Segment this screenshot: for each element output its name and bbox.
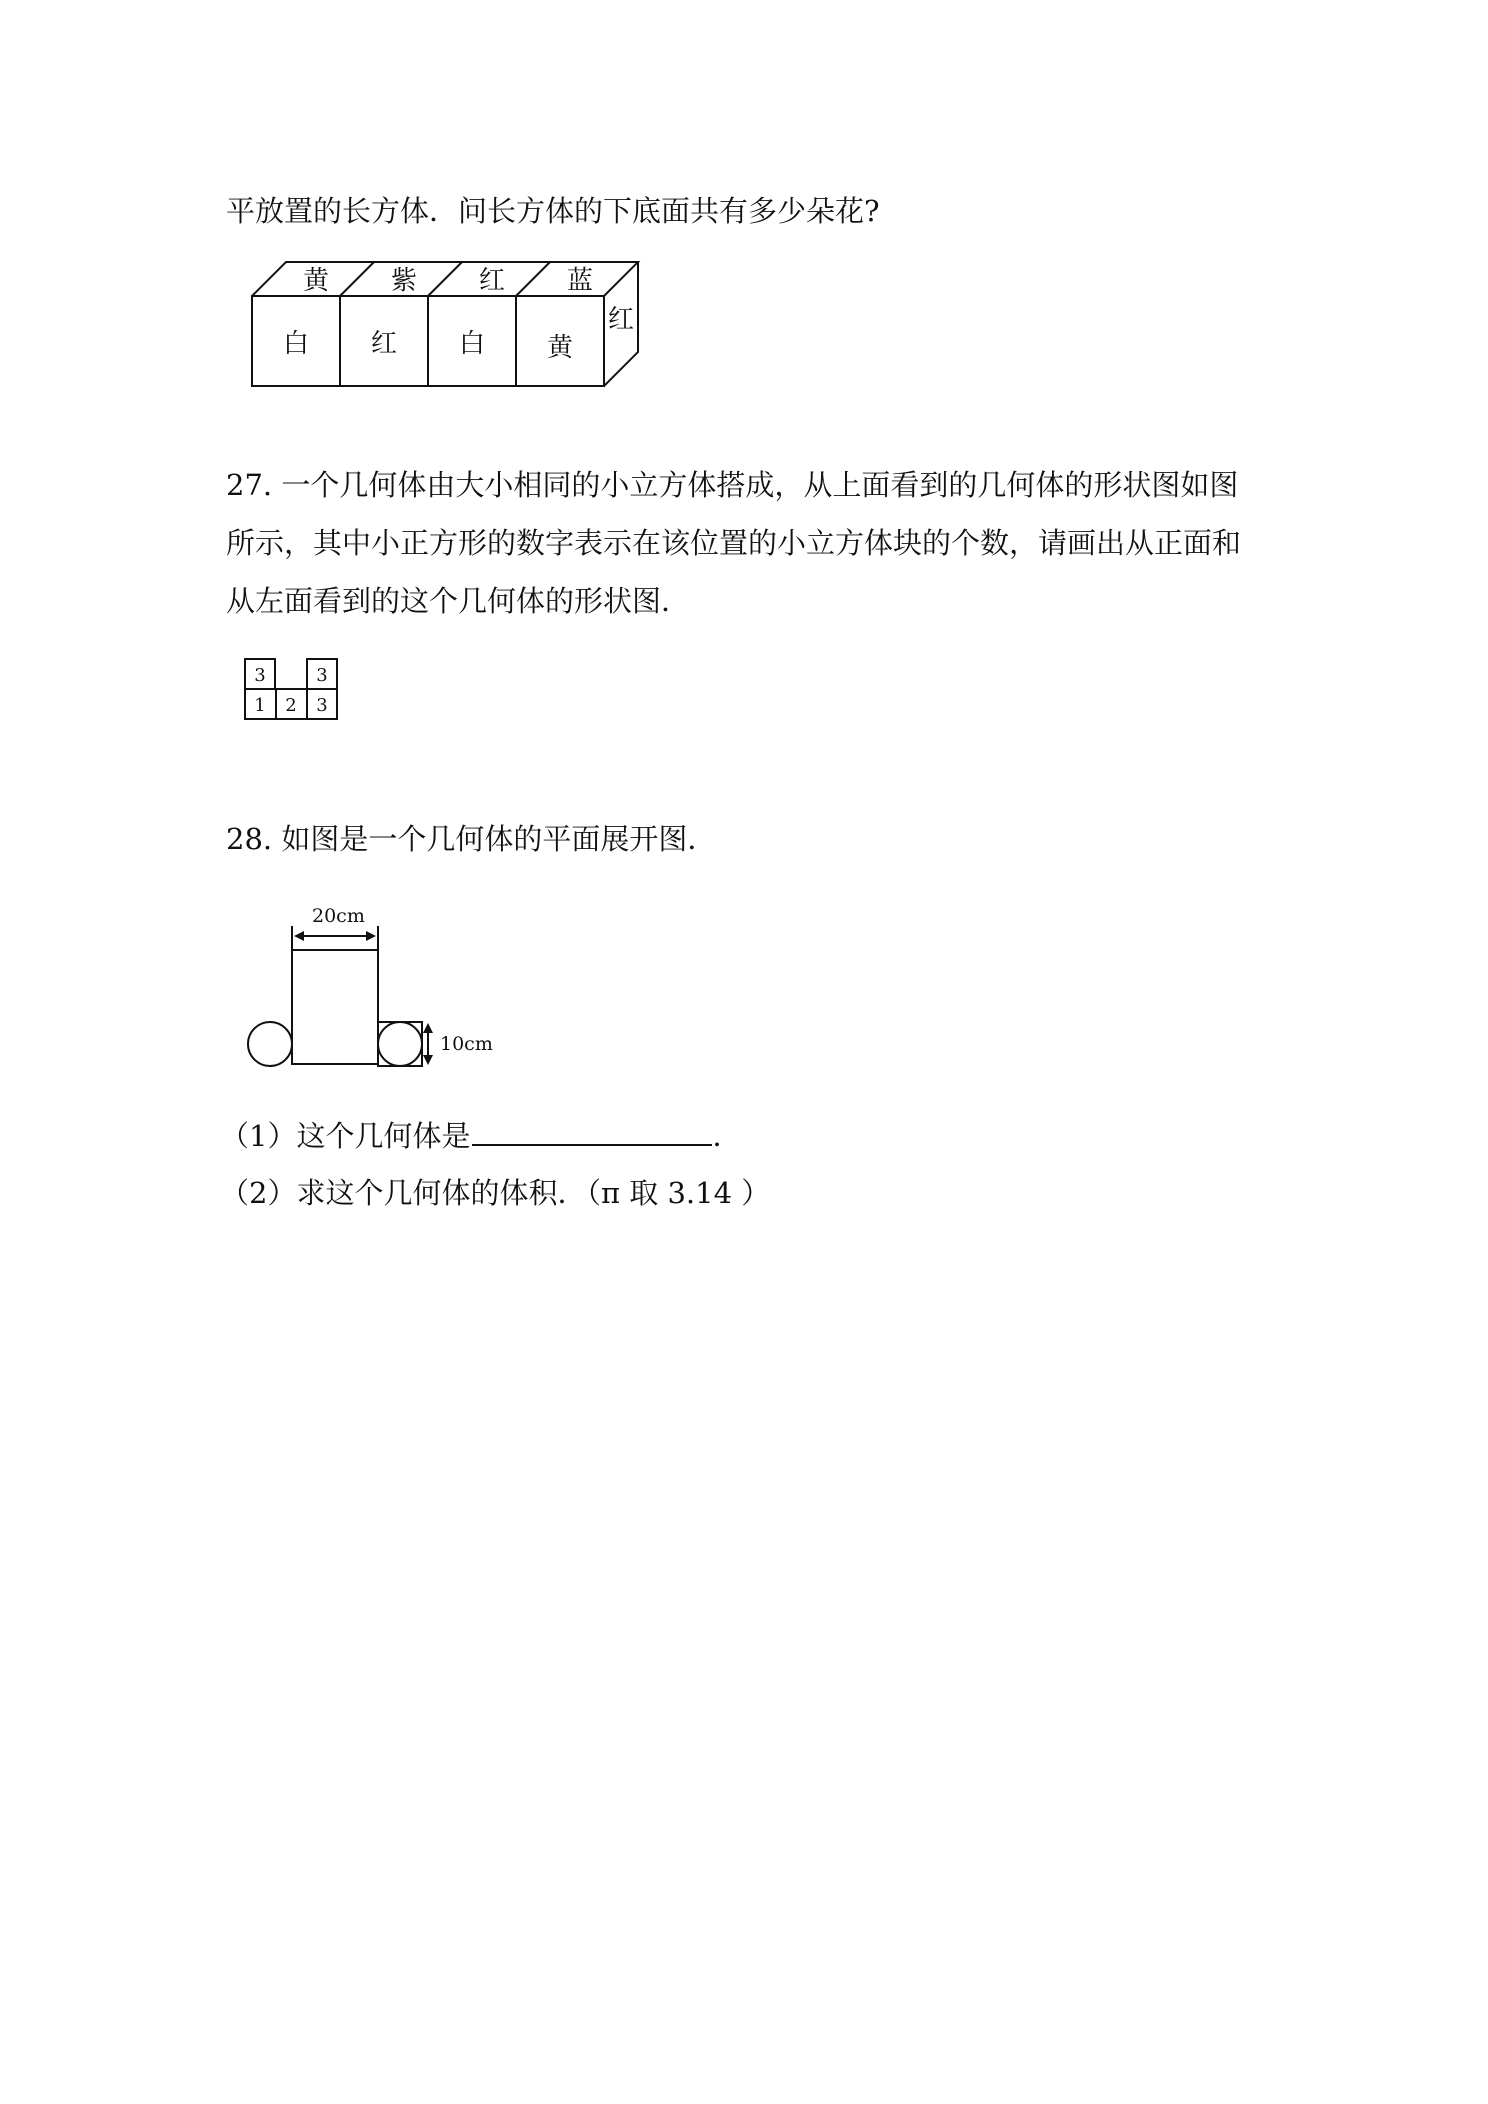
right-face: 红 [607, 305, 635, 335]
q27-top-view-grid [244, 658, 340, 724]
q28-net-figure [240, 896, 540, 1076]
height-label: 10cm [440, 1033, 493, 1055]
front-face-3: 白 [458, 329, 486, 359]
answer-blank[interactable] [472, 1116, 712, 1146]
grid-cell-r1c3: 3 [316, 665, 328, 686]
grid-cell-r1c1: 3 [254, 665, 266, 686]
top-face-2: 紫 [390, 266, 418, 296]
top-face-4: 蓝 [566, 266, 594, 296]
q27-line-3: 从左面看到的这个几何体的形状图． [226, 584, 691, 618]
grid-cell-r2c1: 1 [254, 695, 266, 716]
grid-cell-r2c3: 3 [316, 695, 328, 716]
q27-line-2: 所示，其中小正方形的数字表示在该位置的小立方体块的个数，请画出从正面和 [226, 526, 1242, 560]
q27-line-1: 27. 一个几何体由大小相同的小立方体搭成，从上面看到的几何体的形状图如图 [226, 468, 1239, 502]
q26-cuboid-figure [240, 252, 660, 392]
width-label: 20cm [312, 905, 365, 927]
q26-text: 平放置的长方体．问长方体的下底面共有多少朵花? [226, 194, 880, 228]
front-face-1: 白 [282, 329, 310, 359]
grid-cell-r2c2: 2 [285, 695, 297, 716]
front-face-2: 红 [370, 329, 398, 359]
front-face-4: 黄 [546, 333, 574, 363]
q28-intro: 28. 如图是一个几何体的平面展开图． [226, 822, 717, 856]
top-face-1: 黄 [302, 266, 330, 296]
q28-sub1 [220, 1116, 741, 1155]
q28-sub1-suffix: ． [712, 1119, 742, 1153]
top-face-3: 红 [478, 266, 506, 296]
q28-sub2: （2）求这个几何体的体积．（π 取 3.14 ） [220, 1176, 771, 1210]
q28-sub1-prefix: （1）这个几何体是 [220, 1119, 471, 1153]
